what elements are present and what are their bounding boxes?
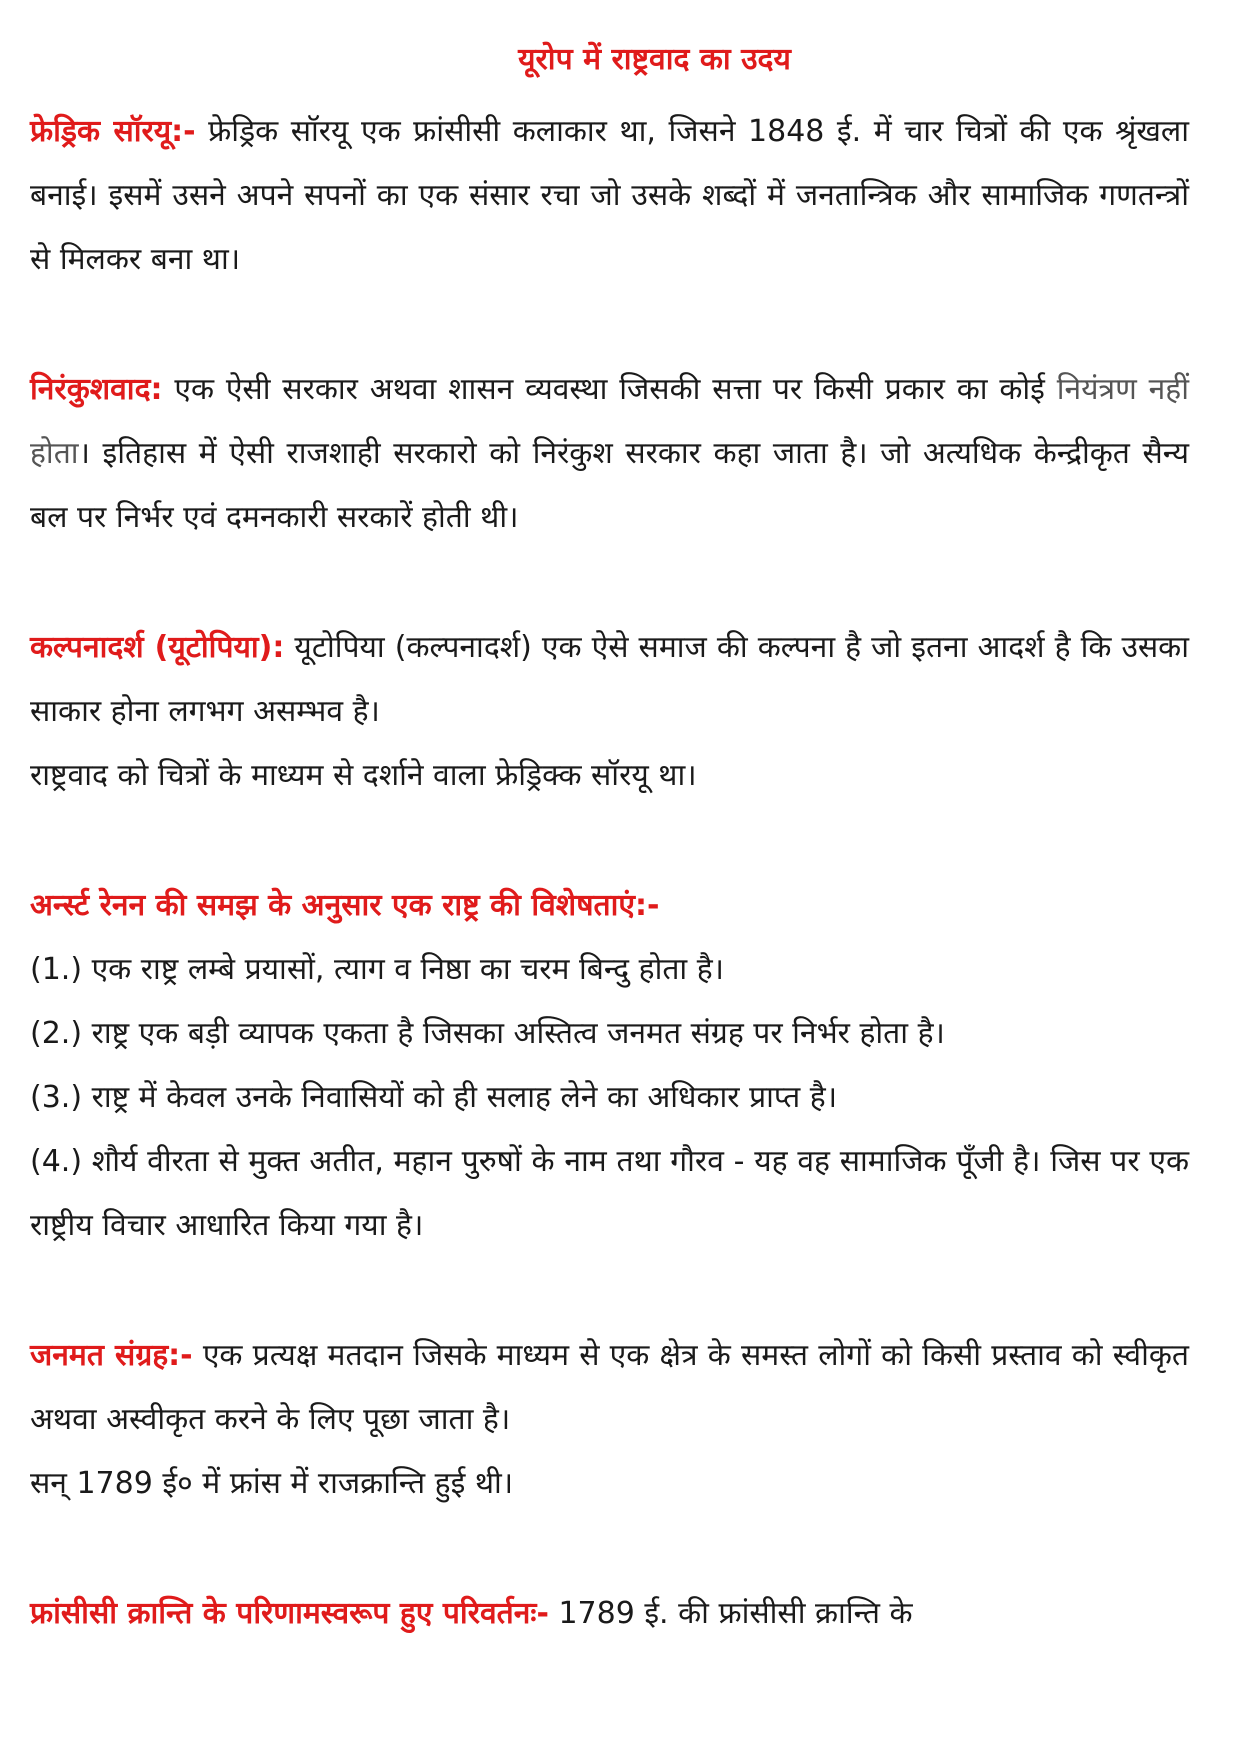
term-sorrieu: फ्रेड्रिक सॉरयू:- [30,114,196,149]
list-item-renan-3: (3.) राष्ट्र में केवल उनके निवासियों को ही सलाह लेने का अधिकार प्राप्त है। [30,1080,838,1115]
paragraph-changes [30,1582,1189,1646]
paragraph-sorrieu [30,100,1189,292]
definition-absolutism-muted: नियंत्रण नहीं होता [30,372,1189,471]
note-utopia: राष्ट्रवाद को चित्रों के माध्यम से दर्शाने वाला फ्रेड्रिक्क सॉरयू था। [30,758,697,793]
paragraph-utopia [30,616,1189,744]
term-changes: फ्रांसीसी क्रान्ति के परिणामस्वरूप हुए परिवर्तनः- [30,1596,549,1631]
term-absolutism: निरंकुशवाद: [30,372,163,407]
section-gap [30,1258,1189,1324]
definition-absolutism-part2: । इतिहास में ऐसी राजशाही सरकारो को निरंकुश सरकार कहा जाता है। जो अत्यधिक केन्द्रीकृत सैन्य बल पर निर्भर एवं दमनकारी सरकारें होती थी। [30,436,1189,535]
list-item-renan-1: (1.) एक राष्ट्र लम्बे प्रयासों, त्याग व निष्ठा का चरम बिन्दु होता है। [30,952,725,987]
list-item-renan-2: (2.) राष्ट्र एक बड़ी व्यापक एकता है जिसका अस्तित्व जनमत संग्रह पर निर्भर होता है। [30,1016,945,1051]
section-gap [30,1516,1189,1582]
term-referendum: जनमत संग्रह:- [30,1338,193,1373]
definition-absolutism-part1: एक ऐसी सरकार अथवा शासन व्यवस्था जिसकी सत्ता पर किसी प्रकार का कोई [162,372,1057,407]
definition-utopia: यूटोपिया (कल्पनादर्श) एक ऐसे समाज की कल्पना है जो इतना आदर्श है कि उसका साकार होना लगभग असम्भव है। [30,630,1189,729]
note-referendum: सन् 1789 ई० में फ्रांस में राजक्रान्ति हुई थी। [30,1466,514,1501]
section-gap [30,550,1189,616]
definition-sorrieu: फ्रेड्रिक सॉरयू एक फ्रांसीसी कलाकार था, जिसने 1848 ई. में चार चित्रों की एक श्रृंखला बनाई। इसमें उसने अपने सपनों का एक संसार रचा जो उसके शब्दों में जनतान्त्रिक और सामाजिक गणतन्त्रों से मिलकर बना था। [30,114,1190,277]
page-title: यूरोप में राष्ट्रवाद का उदय [518,42,791,77]
definition-changes: 1789 ई. की फ्रांसीसी क्रान्ति के [548,1596,913,1631]
term-utopia: कल्पनादर्श (यूटोपिया): [30,630,285,665]
list-item-renan-4: (4.) शौर्य वीरता से मुक्त अतीत, महान पुरुषों के नाम तथा गौरव - यह वह सामाजिक पूँजी है। जिस पर एक राष्ट्रीय विचार आधारित किया गया है। [30,1144,1189,1243]
paragraph-referendum [30,1324,1189,1452]
heading-renan: अर्न्स्ट रेनन की समझ के अनुसार एक राष्ट्र की विशेषताएं:- [30,888,660,923]
paragraph-absolutism [30,358,1189,550]
section-gap [30,292,1189,358]
definition-referendum: एक प्रत्यक्ष मतदान जिसके माध्यम से एक क्षेत्र के समस्त लोगों को किसी प्रस्ताव को स्वीकृत अथवा अस्वीकृत करने के लिए पूछा जाता है। [30,1338,1189,1437]
section-gap [30,808,1189,874]
